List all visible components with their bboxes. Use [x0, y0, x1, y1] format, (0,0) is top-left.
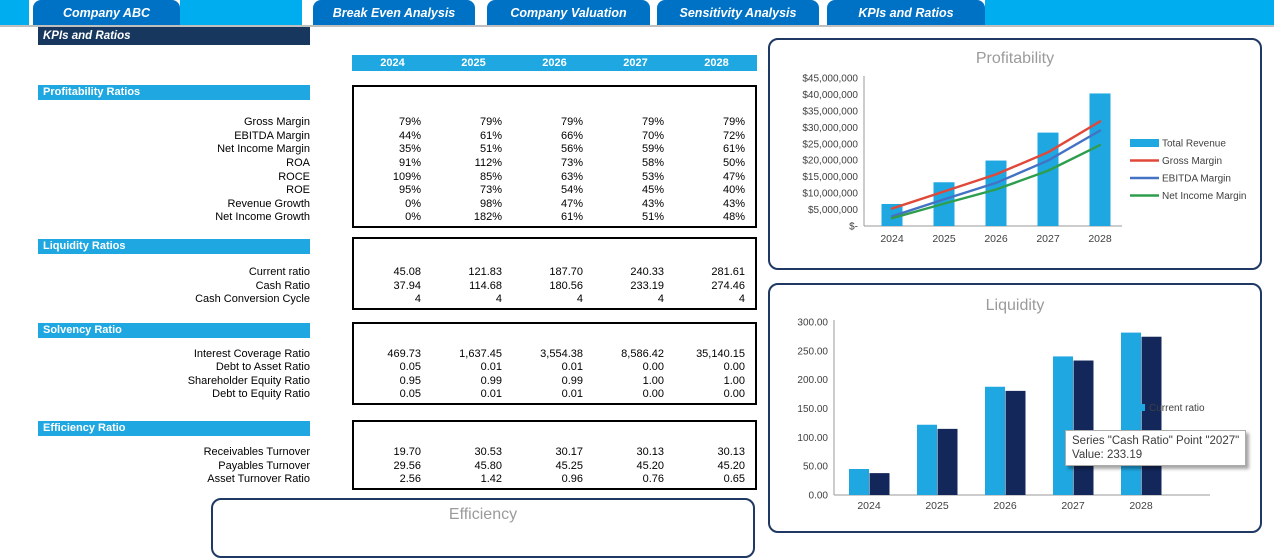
- table-cell: 72%: [722, 129, 745, 142]
- table-cell: 240.33: [630, 266, 664, 279]
- table-cell: 85%: [479, 170, 502, 183]
- table-cell: 0.99: [561, 374, 583, 387]
- page-title: KPIs and Ratios: [38, 27, 310, 45]
- table-cell: 0.96: [561, 473, 583, 486]
- svg-text:$30,000,000: $30,000,000: [802, 122, 858, 134]
- table-cell: 1.42: [480, 473, 502, 486]
- section-header-1: Profitability Ratios: [38, 85, 310, 100]
- table-cell: 0%: [405, 197, 421, 210]
- svg-text:Current ratio: Current ratio: [1149, 403, 1205, 414]
- table-cell: 45%: [641, 184, 664, 197]
- row-label: Interest Coverage Ratio: [193, 347, 310, 360]
- section-header-4: Efficiency Ratio: [38, 421, 310, 436]
- sheet-tab-company-valuation[interactable]: [487, 0, 650, 25]
- table-cell: 40%: [722, 184, 745, 197]
- row-label: Shareholder Equity Ratio: [187, 374, 310, 387]
- chart-title: Liquidity: [985, 297, 1045, 314]
- chart-title: Efficiency: [448, 506, 518, 523]
- table-cell: 30.17: [555, 446, 583, 459]
- table-cell: 43%: [641, 197, 664, 210]
- table-cell: 182%: [473, 211, 502, 224]
- sheet-tab-label: Break Even Analysis: [332, 5, 456, 20]
- row-label: ROE: [286, 184, 310, 197]
- table-cell: 29.56: [393, 459, 421, 472]
- table-cell: 45.20: [636, 459, 664, 472]
- svg-text:Total Revenue: Total Revenue: [1162, 138, 1226, 150]
- table-cell: 50%: [722, 157, 745, 169]
- row-label: Cash Conversion Cycle: [195, 293, 310, 306]
- year-header-2027: 2027: [595, 55, 676, 71]
- tooltip-value-line: Value: 233.19: [1072, 449, 1143, 461]
- row-label: Revenue Growth: [227, 197, 310, 210]
- table-cell: 0.76: [642, 473, 664, 486]
- row-label: ROCE: [278, 170, 310, 183]
- table-cell: 51%: [479, 143, 502, 156]
- table-cell: 233.19: [630, 279, 664, 292]
- table-cell: 2.56: [399, 473, 421, 486]
- svg-text:100.00: 100.00: [797, 432, 828, 444]
- sheet-tab-break-even-analysis[interactable]: [313, 0, 475, 25]
- table-cell: 66%: [560, 129, 583, 142]
- svg-text:$-: $-: [849, 221, 858, 233]
- table-cell: 59%: [641, 143, 664, 156]
- svg-text:2028: 2028: [1088, 233, 1112, 245]
- table-cell: 1.00: [723, 374, 745, 387]
- table-cell: 0.01: [561, 361, 583, 374]
- table-cell: 180.56: [549, 279, 583, 292]
- table-cell: 47%: [722, 170, 745, 183]
- table-cell: 0.65: [723, 473, 745, 486]
- table-cell: 58%: [641, 157, 664, 169]
- svg-text:$20,000,000: $20,000,000: [802, 155, 858, 167]
- table-cell: 0.00: [723, 388, 745, 401]
- table-cell: 114.68: [469, 279, 502, 292]
- svg-text:200.00: 200.00: [797, 375, 828, 387]
- row-label: Asset Turnover Ratio: [207, 473, 310, 486]
- table-cell: 4: [657, 293, 664, 306]
- table-cell: 4: [414, 293, 421, 306]
- svg-text:250.00: 250.00: [797, 346, 828, 358]
- table-cell: 3,554.38: [540, 347, 583, 360]
- efficiency-chart[interactable]: [211, 498, 755, 558]
- nav-strip: [0, 0, 29, 25]
- row-label: Net Income Margin: [217, 143, 310, 156]
- chart-title: Profitability: [975, 50, 1055, 67]
- table-cell: 0.05: [399, 361, 421, 374]
- table-cell: 4: [495, 293, 502, 306]
- section-header-2: Liquidity Ratios: [38, 239, 310, 254]
- row-label: Gross Margin: [243, 116, 310, 129]
- table-cell: 53%: [641, 170, 664, 183]
- table-cell: 48%: [722, 211, 745, 224]
- svg-text:2025: 2025: [925, 500, 949, 512]
- table-cell: 35%: [398, 143, 421, 156]
- row-label: Receivables Turnover: [203, 446, 310, 459]
- sheet-tab-label: Sensitivity Analysis: [679, 5, 797, 20]
- table-cell: 30.13: [636, 446, 664, 459]
- row-label: EBITDA Margin: [234, 129, 310, 142]
- svg-text:2026: 2026: [993, 500, 1017, 512]
- table-cell: 98%: [479, 197, 502, 210]
- table-cell: 187.70: [549, 266, 583, 279]
- row-label: Payables Turnover: [218, 459, 310, 472]
- svg-text:$25,000,000: $25,000,000: [802, 139, 858, 151]
- table-cell: 45.20: [717, 459, 745, 472]
- table-cell: 35,140.15: [696, 347, 745, 360]
- svg-text:$40,000,000: $40,000,000: [802, 89, 858, 101]
- table-cell: 45.08: [393, 266, 421, 279]
- table-cell: 63%: [560, 170, 583, 183]
- sheet-tab-sensitivity-analysis[interactable]: [657, 0, 819, 25]
- table-cell: 79%: [398, 116, 421, 129]
- table-cell: 54%: [560, 184, 583, 197]
- table-cell: 0.00: [642, 361, 664, 374]
- row-label: Current ratio: [248, 266, 310, 279]
- table-cell: 19.70: [393, 446, 421, 459]
- table-cell: 79%: [479, 116, 502, 129]
- table-cell: 73%: [479, 184, 502, 197]
- svg-text:150.00: 150.00: [797, 404, 828, 415]
- table-cell: 469.73: [387, 347, 421, 360]
- svg-text:2027: 2027: [1036, 233, 1060, 245]
- table-cell: 0.00: [723, 361, 745, 374]
- row-label: Cash Ratio: [255, 279, 310, 292]
- table-cell: 61%: [560, 211, 583, 224]
- sheet-tab-label: KPIs and Ratios: [858, 5, 954, 20]
- svg-text:50.00: 50.00: [802, 461, 828, 473]
- table-cell: 274.46: [711, 279, 745, 292]
- table-cell: 1,637.45: [459, 347, 502, 360]
- table-cell: 0.01: [480, 361, 502, 374]
- year-header-2026: 2026: [514, 55, 595, 71]
- table-cell: 109%: [392, 170, 421, 183]
- table-cell: 56%: [560, 143, 583, 156]
- table-cell: 30.53: [474, 446, 502, 459]
- svg-text:$45,000,000: $45,000,000: [802, 73, 858, 85]
- table-cell: 281.61: [711, 266, 745, 279]
- table-cell: 47%: [560, 197, 583, 210]
- svg-text:2028: 2028: [1129, 500, 1153, 512]
- row-label: Debt to Asset Ratio: [215, 361, 310, 374]
- svg-text:$10,000,000: $10,000,000: [802, 188, 858, 200]
- svg-text:2024: 2024: [857, 500, 881, 512]
- table-cell: 8,586.42: [621, 347, 664, 360]
- table-cell: 95%: [398, 184, 421, 197]
- table-cell: 0.95: [399, 374, 421, 387]
- year-header-2028: 2028: [676, 55, 757, 71]
- row-label: Net Income Growth: [215, 211, 310, 224]
- table-cell: 0.01: [480, 388, 502, 401]
- table-cell: 44%: [398, 129, 421, 142]
- liquidity-chart[interactable]: [768, 283, 1262, 533]
- table-cell: 61%: [479, 129, 502, 142]
- svg-text:300.00: 300.00: [797, 317, 828, 329]
- table-cell: 61%: [722, 143, 745, 156]
- table-cell: 79%: [641, 116, 664, 129]
- table-cell: 45.25: [555, 459, 583, 472]
- table-cell: 51%: [641, 211, 664, 224]
- table-cell: 45.80: [474, 459, 502, 472]
- table-cell: 70%: [641, 129, 664, 142]
- sheet-tab-label: Company Valuation: [510, 5, 627, 20]
- table-cell: 30.13: [717, 446, 745, 459]
- table-cell: 4: [576, 293, 583, 306]
- table-cell: 91%: [398, 157, 421, 169]
- nav-strip: [180, 0, 302, 25]
- nav-strip: [985, 0, 1274, 25]
- table-cell: 37.94: [393, 279, 421, 292]
- table-cell: 1.00: [642, 374, 664, 387]
- table-cell: 0.05: [399, 388, 421, 401]
- table-cell: 112%: [474, 157, 502, 169]
- svg-text:$5,000,000: $5,000,000: [807, 205, 858, 217]
- year-header-2025: 2025: [433, 55, 514, 71]
- svg-text:$35,000,000: $35,000,000: [802, 106, 858, 118]
- svg-text:$15,000,000: $15,000,000: [802, 172, 858, 184]
- svg-text:2025: 2025: [932, 233, 956, 245]
- sheet-tab-kpis-and-ratios[interactable]: [827, 0, 985, 25]
- table-cell: 0.00: [642, 388, 664, 401]
- table-cell: 73%: [560, 157, 583, 169]
- svg-text:2026: 2026: [984, 233, 1008, 245]
- table-cell: 4: [738, 293, 745, 306]
- table-cell: 0.01: [561, 388, 583, 401]
- svg-text:Gross Margin: Gross Margin: [1162, 156, 1223, 167]
- svg-text:2027: 2027: [1061, 500, 1085, 512]
- row-label: ROA: [286, 157, 310, 169]
- year-header-2024: 2024: [352, 55, 433, 71]
- tooltip-series-line: Series "Cash Ratio" Point "2027": [1072, 435, 1240, 447]
- table-cell: 79%: [560, 116, 583, 129]
- svg-text:2024: 2024: [880, 233, 904, 245]
- section-header-3: Solvency Ratio: [38, 323, 310, 338]
- sheet-tab-label: Company ABC: [62, 5, 151, 20]
- svg-text:0.00: 0.00: [808, 490, 828, 502]
- svg-text:Net Income Margin: Net Income Margin: [1162, 191, 1247, 202]
- svg-text:EBITDA Margin: EBITDA Margin: [1162, 173, 1231, 185]
- table-cell: 79%: [722, 116, 745, 129]
- table-cell: 43%: [722, 197, 745, 210]
- profitability-chart[interactable]: [768, 38, 1262, 270]
- table-cell: 0%: [405, 211, 421, 224]
- sheet-tab-company-abc[interactable]: [33, 0, 180, 25]
- row-label: Debt to Equity Ratio: [212, 388, 310, 401]
- table-cell: 121.83: [468, 266, 502, 279]
- chart-tooltip: [1065, 430, 1246, 466]
- table-cell: 0.99: [480, 374, 502, 387]
